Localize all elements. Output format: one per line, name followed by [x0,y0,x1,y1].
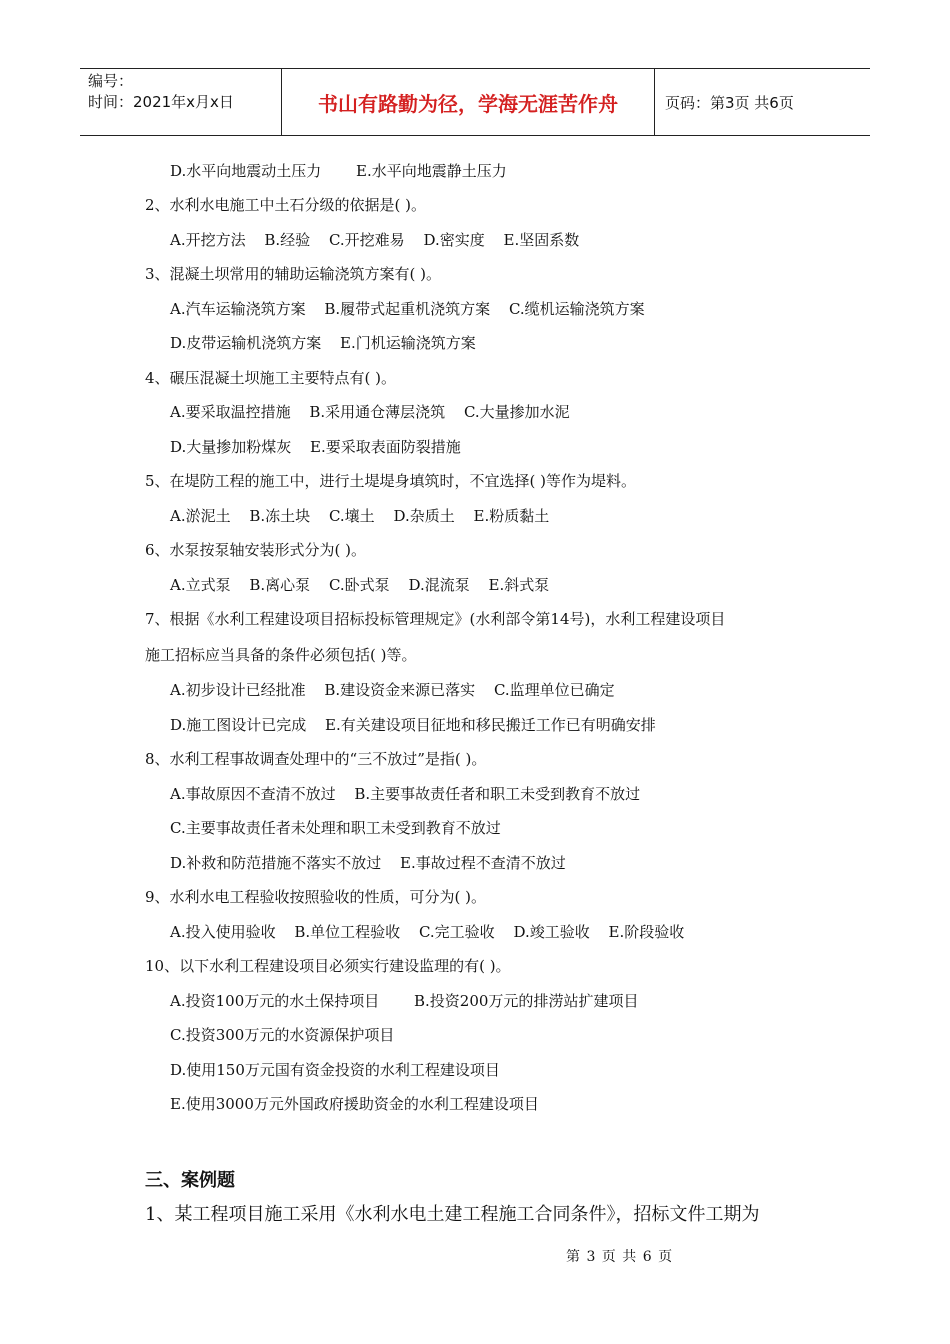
option: E.事故过程不查清不放过 [400,854,566,872]
option: A.投资100万元的水土保持项目 [170,992,380,1010]
option-line: C.投资300万元的水资源保护项目 [170,1026,395,1044]
option-row [170,921,698,943]
page-footer: 第 3 页 共 6 页 [566,1249,674,1265]
option: A.事故原因不查清不放过 [170,785,336,803]
question-4: 4、碾压混凝土坝施工主要特点有( )。 [145,369,397,387]
option: A.淤泥土 [170,507,231,525]
option-row [170,783,654,805]
option-row [170,229,593,251]
option: A.汽车运输浇筑方案 [170,300,306,318]
option-line: E.使用3000万元外国政府援助资金的水利工程建设项目 [170,1095,539,1113]
question-5: 5、在堤防工程的施工中，进行土堤堤身填筑时，不宜选择( )等作为堤料。 [145,472,637,490]
section-heading: 三、案例题 [145,1170,235,1191]
option: E.阶段验收 [608,923,685,941]
time-label: 时间：2021年x月x日 [88,93,234,111]
option: C.缆机运输浇筑方案 [508,300,645,318]
option: B.主要事故责任者和职工未受到教育不放过 [354,785,641,803]
option: D.竣工验收 [513,923,590,941]
number-label: 编号： [88,72,134,90]
question-9: 9、水利水电工程验收按照验收的性质，可分为( )。 [145,888,487,906]
page-header [80,68,870,136]
option: C.大量掺加水泥 [463,403,570,421]
option-row [170,852,580,874]
option: E.门机运输浇筑方案 [340,334,476,352]
option: A.开挖方法 [170,231,246,249]
question-7: 7、根据《水利工程建设项目招标投标管理规定》(水利部令第14号)，水利工程建设项目 [145,610,726,628]
option: D.密实度 [423,231,485,249]
option: E.斜式泵 [488,576,550,594]
question-3: 3、混凝土坝常用的辅助运输浇筑方案有( )。 [145,265,442,283]
option-row [170,679,629,701]
option-row [170,990,652,1012]
option-line: C.主要事故责任者未处理和职工未受到教育不放过 [170,819,501,837]
option-line: D.使用150万元国有资金投资的水利工程建设项目 [170,1061,500,1079]
option: A.投入使用验收 [170,923,276,941]
option: D.补救和防范措施不落实不放过 [170,854,382,872]
option: C.监理单位已确定 [493,681,615,699]
option: E.水平向地震静土压力 [356,162,507,180]
option-row [170,436,475,458]
option: B.单位工程验收 [294,923,401,941]
option: C.完工验收 [418,923,495,941]
option: E.粉质黏土 [473,507,550,525]
option: C.卧式泵 [328,576,390,594]
option: B.履带式起重机浇筑方案 [324,300,491,318]
option: A.要采取温控措施 [170,403,291,421]
option-row [170,298,659,320]
question-8: 8、水利工程事故调查处理中的“三不放过”是指( )。 [145,750,487,768]
option: C.壤土 [328,507,375,525]
option-row [170,332,490,354]
option: A.立式泵 [170,576,231,594]
option: B.冻土块 [249,507,311,525]
option: D.皮带运输机浇筑方案 [170,334,322,352]
option: D.大量掺加粉煤灰 [170,438,292,456]
option-row [170,505,563,527]
option: D.水平向地震动土压力 [170,162,322,180]
option: B.经验 [264,231,311,249]
question-10: 10、以下水利工程建设项目必须实行建设监理的有( )。 [145,957,511,975]
option: D.杂质土 [393,507,455,525]
header-page-info: 页码：第3页 共6页 [665,93,794,112]
option-row [170,160,521,182]
option: E.要采取表面防裂措施 [310,438,461,456]
question-7-continued: 施工招标应当具备的条件必须包括( )等。 [145,646,417,664]
option: B.采用通仓薄层浇筑 [309,403,446,421]
option: B.投资200万元的排涝站扩建项目 [414,992,639,1010]
option: D.混流泵 [408,576,470,594]
option: C.开挖难易 [328,231,405,249]
header-meta [80,69,282,135]
option: A.初步设计已经批准 [170,681,306,699]
option-row [170,401,584,423]
option: E.坚固系数 [503,231,580,249]
header-motto: 书山有路勤为径，学海无涯苦作舟 [282,69,655,135]
question-6: 6、水泵按泵轴安装形式分为( )。 [145,541,367,559]
option: D.施工图设计已完成 [170,716,307,734]
option: E.有关建设项目征地和移民搬迁工作已有明确安排 [325,716,656,734]
question-2: 2、水利水电施工中土石分级的依据是( )。 [145,196,427,214]
option-row [170,714,670,736]
option-row [170,574,563,596]
option: B.离心泵 [249,576,311,594]
case-question-1: 1、某工程项目施工采用《水利水电土建工程施工合同条件》，招标文件工期为 [145,1204,760,1225]
option: B.建设资金来源已落实 [324,681,476,699]
